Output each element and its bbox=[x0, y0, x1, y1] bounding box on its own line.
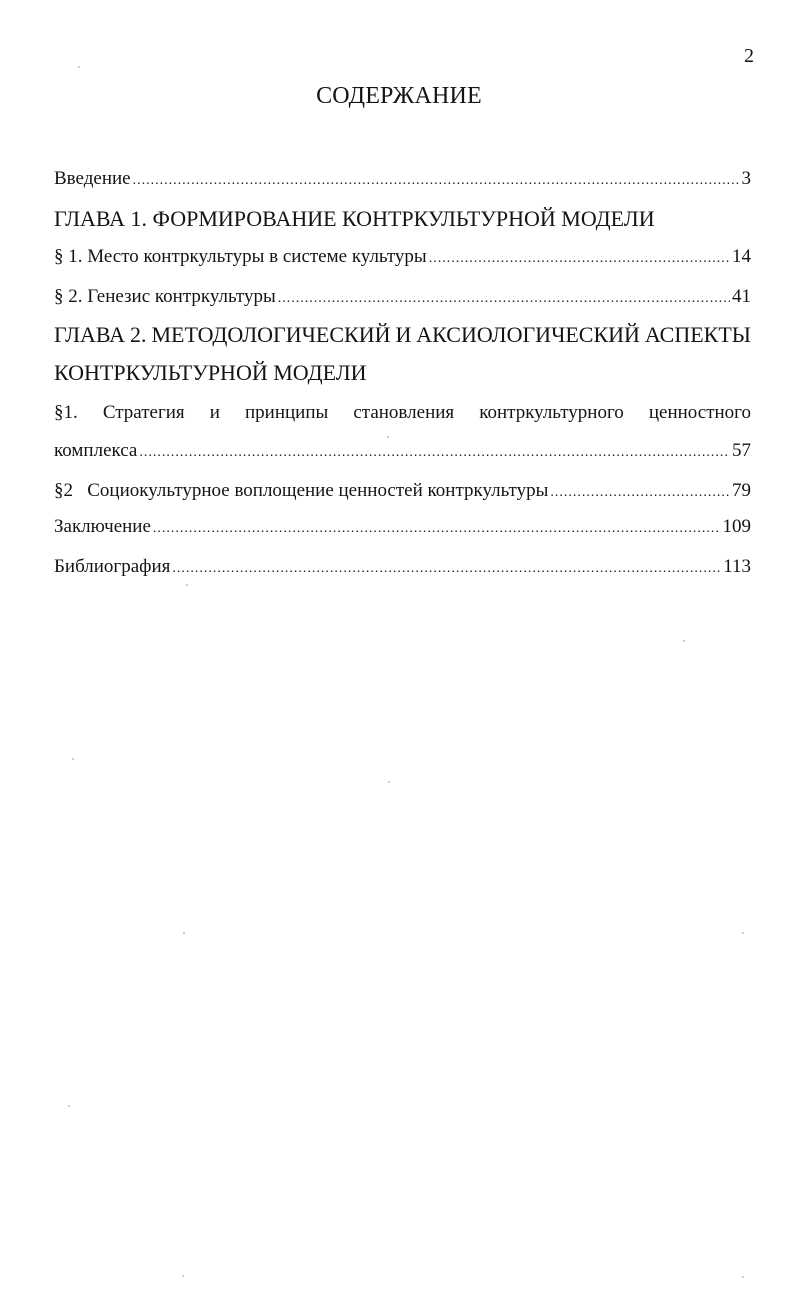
toc-entry-bibliography[interactable] bbox=[54, 556, 751, 586]
toc-entry-label: комплекса bbox=[54, 440, 138, 461]
toc-entry-label: Библиография bbox=[54, 556, 171, 577]
entry-word: и bbox=[209, 402, 220, 423]
heading-word: ГЛАВА bbox=[54, 322, 126, 347]
entry-word: ценностного bbox=[648, 402, 751, 423]
scan-speck bbox=[186, 584, 188, 586]
toc-entry-page: 14 bbox=[732, 246, 751, 267]
toc-chapter-2-heading-line2[interactable]: КОНТРКУЛЬТУРНОЙ МОДЕЛИ bbox=[54, 360, 367, 385]
toc-chapter-1-heading[interactable]: ГЛАВА 1. ФОРМИРОВАНИЕ КОНТРКУЛЬТУРНОЙ МОДЕЛИ bbox=[54, 206, 655, 231]
entry-word: принципы bbox=[245, 402, 329, 423]
toc-entry-ch2-section2[interactable] bbox=[54, 480, 751, 510]
toc-entry-intro[interactable] bbox=[54, 168, 751, 198]
scan-speck bbox=[72, 758, 74, 760]
heading-word: МЕТОДОЛОГИЧЕСКИЙ bbox=[151, 322, 391, 347]
toc-entry-ch2-section1-line1[interactable] bbox=[54, 402, 751, 424]
heading-word: АКСИОЛОГИЧЕСКИЙ bbox=[416, 322, 640, 347]
dot-leader bbox=[429, 251, 730, 267]
toc-entry-page: 109 bbox=[722, 516, 751, 537]
scan-speck bbox=[388, 781, 390, 783]
toc-entry-page: 57 bbox=[732, 440, 751, 461]
scan-speck bbox=[742, 932, 744, 934]
toc-chapter-2-heading-line1[interactable] bbox=[54, 320, 751, 350]
toc-entry-page: 41 bbox=[732, 286, 751, 307]
toc-entry-conclusion[interactable] bbox=[54, 516, 751, 546]
toc-entry-page: 3 bbox=[741, 168, 751, 189]
toc-entry-page: 113 bbox=[723, 556, 751, 577]
dot-leader bbox=[172, 561, 721, 577]
toc-entry-label: §2 Социокультурное воплощение ценностей контркультуры bbox=[54, 480, 549, 501]
scan-speck bbox=[742, 1276, 744, 1278]
entry-word: контркультурного bbox=[479, 402, 624, 423]
scan-speck bbox=[683, 640, 685, 642]
dot-leader bbox=[153, 521, 721, 537]
toc-entry-ch2-section1-line2[interactable] bbox=[54, 440, 751, 470]
scan-speck bbox=[182, 1275, 184, 1277]
scan-speck bbox=[78, 66, 80, 68]
toc-entry-label: § 1. Место контркультуры в системе культуры bbox=[54, 246, 427, 267]
toc-entry-page: 79 bbox=[732, 480, 751, 501]
heading-word: И bbox=[395, 322, 412, 347]
dot-leader bbox=[550, 485, 730, 501]
scan-speck bbox=[183, 932, 185, 934]
toc-entry-ch1-section1[interactable] bbox=[54, 246, 751, 276]
scan-speck bbox=[387, 436, 389, 438]
entry-word: становления bbox=[353, 402, 455, 423]
page-number: 2 bbox=[744, 45, 754, 67]
heading-word: 2. bbox=[130, 322, 147, 347]
heading-word: АСПЕКТЫ bbox=[644, 322, 751, 347]
entry-word: Стратегия bbox=[102, 402, 185, 423]
toc-entry-ch1-section2[interactable] bbox=[54, 286, 751, 316]
dot-leader bbox=[133, 173, 740, 189]
dot-leader bbox=[139, 445, 730, 461]
toc-entry-label: § 2. Генезис контркультуры bbox=[54, 286, 276, 307]
toc-entry-label: Введение bbox=[54, 168, 131, 189]
page-title: СОДЕРЖАНИЕ bbox=[316, 83, 482, 109]
entry-word: §1. bbox=[54, 402, 78, 423]
dot-leader bbox=[278, 291, 730, 307]
toc-entry-label: Заключение bbox=[54, 516, 151, 537]
scan-speck bbox=[68, 1105, 70, 1107]
